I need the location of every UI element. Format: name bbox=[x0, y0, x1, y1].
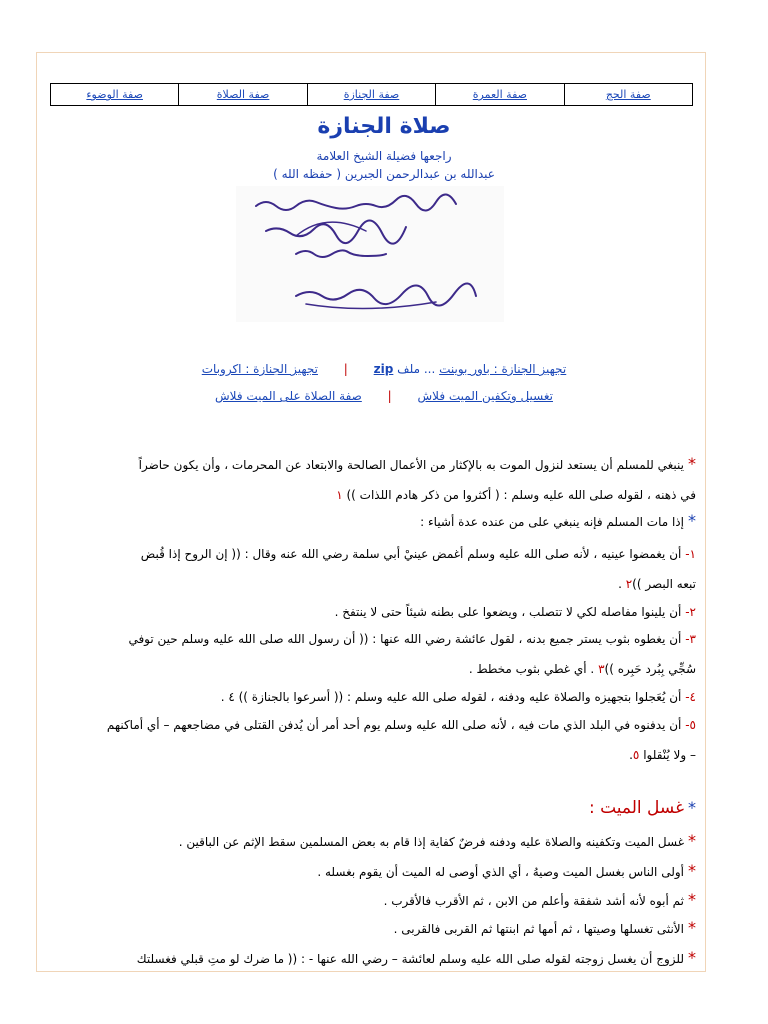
bullet-star-icon: * bbox=[688, 454, 696, 473]
item-number: ٣- bbox=[685, 632, 696, 646]
item-3b bbox=[56, 660, 696, 678]
nav-prayer-link[interactable]: صفة الصلاة bbox=[178, 84, 306, 105]
item-3b-tail: . أي غطي بثوب مخطط . bbox=[468, 662, 595, 676]
bullet-star-icon: * bbox=[688, 511, 696, 530]
download-links-row-1 bbox=[0, 362, 768, 376]
nav-hajj-link[interactable]: صفة الحج bbox=[564, 84, 692, 105]
bullet-star-icon: * bbox=[688, 948, 696, 967]
signature-image bbox=[236, 186, 504, 322]
reviewer-line-2: عبدالله بن عبدالرحمن الجبرين ( حفظه الله ) bbox=[273, 167, 495, 181]
item-1b: تبعه البصر ))٢ . bbox=[618, 577, 696, 591]
washing-item-4-text: الأنثى تغسلها وصيتها ، ثم أمها ثم ابنتها ثم القربى فالقربى . bbox=[393, 922, 684, 936]
footnote-ref[interactable]: ١ bbox=[336, 488, 343, 502]
washing-item-3 bbox=[56, 891, 696, 910]
item-5b-text: – ولا يُنْقلوا bbox=[643, 748, 696, 762]
item-number: ٥- bbox=[685, 718, 696, 732]
item-5b: – ولا يُنْقلوا ٥. bbox=[629, 748, 696, 762]
paragraph-2 bbox=[56, 512, 696, 531]
washing-item-1 bbox=[56, 832, 696, 851]
link-separator: | bbox=[387, 389, 392, 403]
nav-ablution-link[interactable]: صفة الوضوء bbox=[86, 88, 143, 101]
washing-item-1-text: غسل الميت وتكفينه والصلاة عليه ودفنه فرضٌ كفاية إذا قام به بعض المسلمين سقط الإثم عن الباقين . bbox=[178, 835, 684, 849]
bullet-star-icon: * bbox=[688, 890, 696, 909]
link-zip[interactable]: zip bbox=[373, 362, 394, 376]
link-file-label: ملف bbox=[397, 362, 420, 376]
item-2-text: أن يلينوا مفاصله لكي لا تتصلب ، ويضعوا على بطنه شيئاً حتى لا ينتفخ . bbox=[334, 605, 682, 619]
paragraph-1-text: ينبغي للمسلم أن يستعد لنزول الموت به بالإكثار من الأعمال الصالحة والابتعاد عن المحرمات ، وأن يكون حاضراً bbox=[138, 458, 684, 472]
bullet-star-icon: * bbox=[688, 861, 696, 880]
footnote-ref[interactable]: ٥ bbox=[632, 748, 640, 762]
bullet-star-icon: * bbox=[688, 798, 696, 817]
nav-umrah-link[interactable]: صفة العمرة bbox=[435, 84, 563, 105]
item-1-text: أن يغمضوا عينيه ، لأنه صلى الله عليه وسلم أغمض عينيْ أبي سلمة رضي الله عنه وقال : (( إن الروح إذا قُبض bbox=[140, 547, 682, 561]
link-washing-flash[interactable]: تغسيل وتكفين الميت فلاش bbox=[417, 389, 553, 403]
item-number: ٤- bbox=[685, 690, 696, 704]
item-4-tail: ٤ . bbox=[220, 690, 235, 704]
item-3 bbox=[56, 630, 696, 648]
item-4-text: أن يُعَجلوا بتجهيزه والصلاة عليه ودفنه ، لقوله صلى الله عليه وسلم : (( أسرعوا بالجنازة )) bbox=[238, 690, 682, 704]
link-acrobat[interactable]: تجهيز الجنازة : اكروبات bbox=[201, 362, 318, 376]
item-2 bbox=[56, 603, 696, 621]
item-1b-text: تبعه البصر )) bbox=[632, 577, 696, 591]
top-nav bbox=[50, 83, 693, 106]
reviewer-line-1: راجعها فضيلة الشيخ العلامة bbox=[316, 149, 452, 163]
washing-item-2 bbox=[56, 862, 696, 881]
footnote-ref[interactable]: ٢ bbox=[625, 577, 633, 591]
item-4 bbox=[56, 688, 696, 706]
washing-item-5-text: للزوج أن يغسل زوجته لقوله صلى الله عليه وسلم لعائشة – رضي الله عنها - : (( ما ضرك لو متِ قبلي فغسلتك bbox=[136, 952, 684, 966]
nav-funeral-link[interactable]: صفة الجنازة bbox=[307, 84, 435, 105]
washing-item-3-text: ثم أبوه لأنه أشد شفقة وأعلم من الابن ، ثم الأقرب فالأقرب . bbox=[383, 894, 684, 908]
page-title: صلاة الجنازة bbox=[317, 114, 451, 139]
washing-item-5 bbox=[56, 949, 696, 968]
washing-heading bbox=[589, 798, 696, 818]
paragraph-1b-text: في ذهنه ، لقوله صلى الله عليه وسلم : ( أكثروا من ذكر هادم اللذات )) bbox=[342, 488, 696, 502]
paragraph-2-text: إذا مات المسلم فإنه ينبغي على من عنده عدة أشياء : bbox=[420, 515, 684, 529]
link-prayer-flash[interactable]: صفة الصلاة على الميت فلاش bbox=[215, 389, 362, 403]
item-3-text: أن يغطوه بثوب يستر جميع بدنه ، لقول عائشة رضي الله عنها : (( أن رسول الله صلى الله عليه وسلم حين توفي bbox=[128, 632, 682, 646]
download-links-row-2 bbox=[0, 389, 768, 403]
paragraph-1b bbox=[56, 486, 696, 504]
item-1 bbox=[56, 545, 696, 563]
bullet-star-icon: * bbox=[688, 918, 696, 937]
item-5-text: أن يدفنوه في البلد الذي مات فيه ، لأنه صلى الله عليه وسلم يوم أحد أمر أن يُدفن القتلى في مضاجعهم – أي أماكنهم bbox=[106, 718, 682, 732]
item-3b-text: سُجِّي بِبُرد حَبِره )) bbox=[604, 662, 696, 676]
washing-heading-text: غسل الميت : bbox=[588, 798, 684, 818]
item-5 bbox=[56, 716, 696, 734]
item-number: ٢- bbox=[685, 605, 696, 619]
bullet-star-icon: * bbox=[688, 831, 696, 850]
paragraph-1 bbox=[56, 455, 696, 474]
link-dots: ... bbox=[423, 362, 436, 376]
footnote-ref[interactable]: ٣ bbox=[598, 662, 605, 676]
washing-item-2-text: أولى الناس بغسل الميت وصيهُ ، أي الذي أوصى له الميت أن يقوم بغسله . bbox=[317, 865, 684, 879]
link-powerpoint[interactable]: تجهيز الجنازة : باور بوينت bbox=[439, 362, 567, 376]
washing-item-4 bbox=[56, 919, 696, 938]
item-number: ١- bbox=[685, 547, 696, 561]
link-separator: | bbox=[343, 362, 348, 376]
